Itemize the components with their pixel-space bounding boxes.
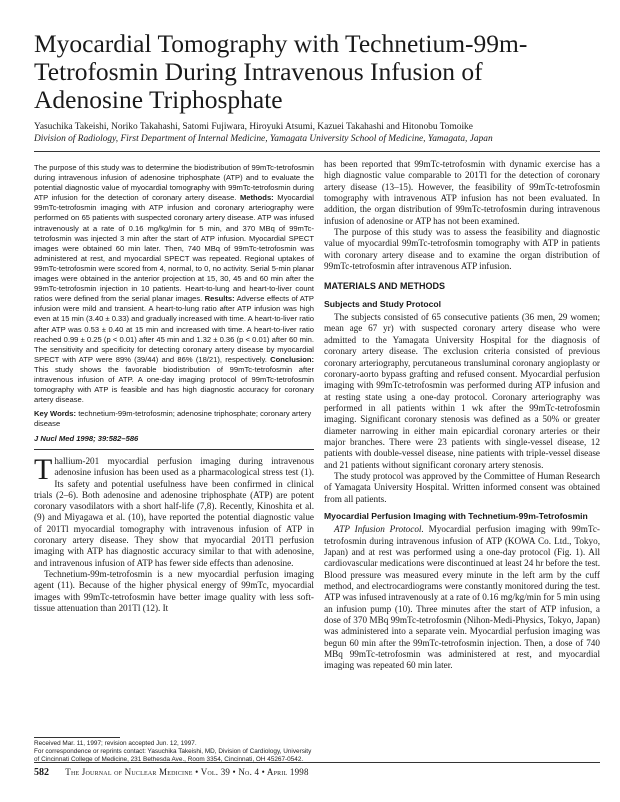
footer-divider	[34, 762, 600, 763]
conclusion-label: Conclusion:	[270, 354, 314, 364]
right-paragraph-4: The study protocol was approved by the Committee of Human Research of Yamagata University Hospital. Written informed consent was obtained from all patients.	[324, 470, 600, 504]
right-paragraph-2: The purpose of this study was to assess the feasibility and diagnostic value of myocardial 99mTc-tetrofosmin tomography with ATP in patients with coronary artery disease and to examine the organ distribution of 99mTc-tetrofosmin after intravenous ATP infusion.	[324, 227, 600, 272]
subheading-imaging: Myocardial Perfusion Imaging with Technetium-99m-Tetrofosmin	[324, 510, 588, 521]
abstract-conclusion: This study shows the favorable biodistribution of 99mTc-tetrofosmin after intravenous infusion of ATP. A one-day imaging protocol of 99mTc-tetrofosmin tomography with ATP is feasible and has high diagnostic accuracy for coronary artery disease.	[34, 364, 314, 405]
abstract-purpose: The purpose of this study was to determine the biodistribution of 99mTc-tetrofosmin during intravenous infusion of adenosine triphosphate (ATP) and to evaluate the potential diagnostic value of myocardial tomography with 99mTc-tetrofosmin during ATP infusion for the detection of coronary artery disease.	[34, 163, 314, 203]
keywords	[34, 409, 314, 429]
footnote-divider	[34, 737, 120, 738]
intro-paragraph-2: Technetium-99m-tetrofosmin is a new myocardial perfusion imaging agent (11). Because of the higher physical energy of 99mTc, myocardial images with 99mTc-tetrofosmin have better image quality with less soft-tissue attenuation than 201Tl (12). It	[34, 568, 314, 613]
intro-paragraph-1: hallium-201 myocardial perfusion imaging during intravenous adenosine infusion has been used as a pharmacological stress test (1). Its safety and potential usefulness have been confirmed in clinical trials (2–6). Both adenosine and adenosine triphosphate (ATP) are potent coronary vasodilators with a short half-life (7,8). Recently, Kinoshita et al. (9) and Miyagawa et al. (10), have reported the potential diagnostic value of 201Tl myocardial tomography with intravenous infusion of ATP in coronary artery disease. They show that myocardial 201Tl perfusion imaging with ATP has diagnostic accuracy similar to that with adenosine, and intravenous infusion of ATP has fewer side effects than adenosine.	[34, 456, 314, 568]
right-paragraph-3: The subjects consisted of 65 consecutive patients (36 men, 29 women; mean age 67 yr) with suspected coronary artery disease who were admitted to the Yamagata University Hospital for the diagnosis of coronary artery disease. The exclusion criteria consisted of previous coronary arteriography, percutaneous transluminal coronary angioplasty or coronary-aorto bypass grafting and refused consent. Myocardial perfusion imaging with 99mTc-tetrofosmin was performed during ATP infusion and at resting state using a one-day protocol. Coronary arteriography was performed in all patients within 1 wk after the 99mTc-tetrofosmin imaging. Significant coronary stenosis was defined as a 50% or greater diameter narrowing in either main epicardial coronary arteries or their major branches. There were 23 patients with single-vessel disease, 12 patients with double-vessel disease, nine patients with triple-vessel disease and 21 patients without significant coronary artery stenosis.	[324, 312, 600, 470]
keywords-text: technetium-99m-tetrofosmin; adenosine triphosphate; coronary artery disease	[34, 409, 312, 429]
affiliation: Division of Radiology, First Department of Internal Medicine, Yamagata University School of Medicine, Yamagata, Japan	[34, 134, 493, 144]
header-divider	[34, 151, 600, 152]
atp-protocol-text: Myocardial perfusion imaging with 99mTc-tetrofosmin during intravenous infusion of ATP (KOWA Co. Ltd., Tokyo, Japan) and at rest was performed using a one-day protocol (Fig. 1). All cardiovascular medications were discontinued at least 24 hr before the test. Blood pressure was measured every minute in the left arm by the cuff method, and electrocardiograms were constantly monitored during the test. ATP was infused intravenously at a rate of 0.16 mg/kg/min for 5 min using an infusion pump (10). Three minutes after the start of ATP infusion, a dose of 370 MBq 99mTc-tetrofosmin (Nihon-Medi-Physics, Tokyo, Japan) was administered into a separate vein. Myocardial perfusion imaging was begun 60 min after the 99mTc-tetrofosmin injection. Then, a dose of 740 MBq 99mTc-tetrofosmin was administered at rest, and myocardial imaging was repeated 60 min later.	[324, 524, 600, 671]
right-paragraph-5	[324, 524, 600, 671]
page-number: 582	[34, 767, 49, 778]
abstract	[34, 163, 314, 405]
introduction	[34, 453, 314, 614]
correspondence: For correspondence or reprints contact: Yasuchika Takeishi, MD, Division of Cardiology, University of Cincinnati College of Medicine, 231 Bethesda Ave., Room 3354, Cincinnati, OH 45267-0542.	[34, 748, 312, 763]
results-label: Results:	[204, 294, 235, 304]
abstract-divider	[34, 449, 314, 450]
page-footer	[34, 767, 600, 778]
received-dates: Received Mar. 11, 1997; revision accepted Jun. 12, 1997.	[34, 740, 197, 747]
article-title: Myocardial Tomography with Technetium-99m-Tetrofosmin During Intravenous Infusion of Adenosine Triphosphate	[34, 29, 528, 114]
drop-cap: T	[34, 453, 53, 486]
footnote	[34, 740, 314, 764]
right-column	[324, 159, 600, 672]
abstract-methods: Myocardial 99mTc-tetrofosmin imaging with ATP infusion and coronary arteriography were performed on 65 patients with suspected coronary artery disease. ATP was infused intravenously at a rate of 0.16 mg/kg/min for 5 min, and 370 MBq of 99mTc-tetrofosmin was injected 3 min after the start of ATP infusion. Myocardial SPECT images were obtained 60 min later. Then, 740 MBq of 99mTc-tetrofosmin was administered at rest, and myocardial SPECT was repeated. Regional uptakes of 99mTc-tetrofosmin were scored from 4, normal, to 0, no activity. Serial 5-min planar images were obtained in the anterior projection at 15, 30, 45 and 60 min after the 99mTc-tetrofosmin injection in 10 patients. Heart-to-lung and heart-to-liver count ratios were defined from the serial planar images.	[34, 193, 314, 304]
subheading-subjects: Subjects and Study Protocol	[324, 298, 441, 309]
abstract-results: Adverse effects of ATP infusion were mild and transient. A heart-to-lung ratio after ATP infusion was high even at 15 min (3.40 ± 0.33) and gradually increased with time. A heart-to-liver ratio after ATP was 0.53 ± 0.40 at 15 min and increased with time. A heart-to-liver ratio reached 0.99 ± 0.25 (p < 0.01) after 45 min and 1.32 ± 0.36 (p < 0.01) after 60 min. The sensitivity and specificity for detecting coronary artery disease by myocardial SPECT with ATP were 89% (39/44) and 86% (18/21), respectively.	[34, 294, 314, 364]
methods-label: Methods:	[239, 193, 274, 203]
right-paragraph-1: has been reported that 99mTc-tetrofosmin with dynamic exercise has a high diagnostic value comparable to 201Tl for the detection of coronary artery disease (13–15). However, the feasibility of 99mTc-tetrofosmin tomography with intravenous ATP infusion has not been evaluated. In addition, the organ distribution of 99mTc-tetrofosmin during intravenous infusion of adenosine or ATP has not been examined.	[324, 159, 600, 226]
section-heading-methods: MATERIALS AND METHODS	[324, 281, 445, 292]
atp-protocol-label: ATP Infusion Protocol.	[334, 524, 424, 535]
author-list: Yasuchika Takeishi, Noriko Takahashi, Satomi Fujiwara, Hiroyuki Atsumi, Kazuei Takahashi and Hitonobu Tomoike	[34, 122, 473, 132]
keywords-label: Key Words:	[34, 409, 77, 418]
citation: J Nucl Med 1998; 39:582–586	[34, 434, 139, 443]
journal-line: The Journal of Nuclear Medicine • Vol. 39 • No. 4 • April 1998	[65, 767, 309, 777]
